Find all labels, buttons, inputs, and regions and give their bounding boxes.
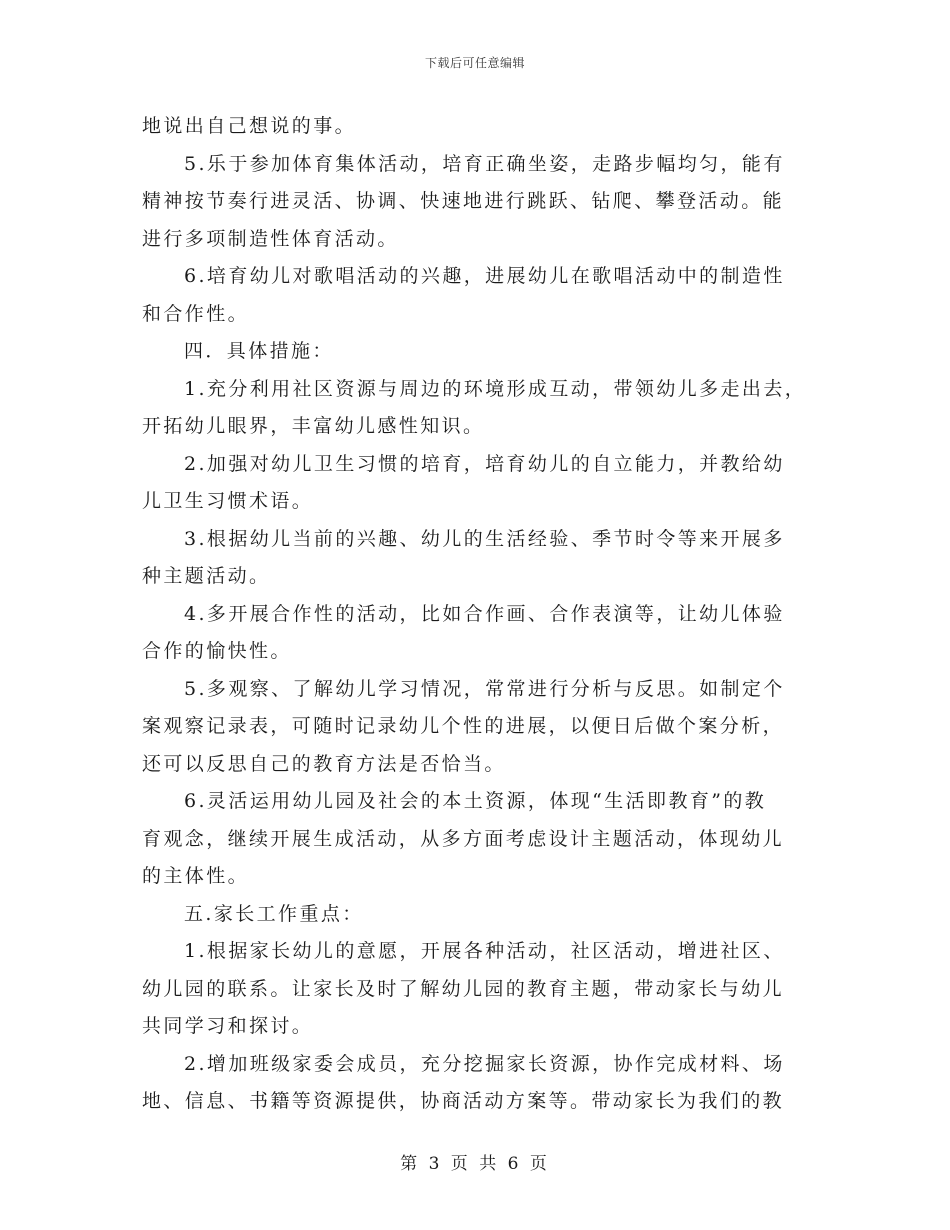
page-number: 第 3 页 共 6 页 (400, 1154, 550, 1174)
text-line-25: 共同学习和探讨。 (142, 1015, 314, 1037)
document-body (142, 108, 807, 1121)
text-line-26: 2.增加班级家委会成员，充分挖掘家长资源，协作完成材料、场 (184, 1052, 785, 1075)
text-line-2: 5.乐于参加体育集体活动，培育正确坐姿，走路步幅均匀，能有 (184, 152, 785, 175)
section-heading-parents: 五.家长工作重点： (184, 902, 364, 925)
text-line-5: 6.培育幼儿对歌唱活动的兴趣，进展幼儿在歌唱活动中的制造性 (184, 265, 785, 287)
text-line-15: 合作的愉快性。 (142, 640, 292, 662)
text-line-17: 案观察记录表，可随时记录幼儿个性的进展，以便日后做个案分析， (142, 715, 785, 737)
text-line-19: 6.灵活运用幼儿园及社会的本土资源，体现“生活即教育”的教 (184, 790, 767, 812)
text-line-20: 育观念，继续开展生成活动，从多方面考虑设计主题活动，体现幼儿 (142, 827, 785, 850)
text-line-6: 和合作性。 (142, 302, 250, 325)
text-line-23: 1.根据家长幼儿的意愿，开展各种活动，社区活动，增进社区、 (184, 940, 785, 962)
text-line-12: 3.根据幼儿当前的兴趣、幼儿的生活经验、季节时令等来开展多 (184, 527, 785, 550)
text-line-11: 儿卫生习惯术语。 (142, 490, 314, 512)
text-line-18: 还可以反思自己的教育方法是否恰当。 (142, 752, 506, 775)
text-line-21: 的主体性。 (142, 865, 250, 887)
text-line-16: 5.多观察、了解幼儿学习情况，常常进行分析与反思。如制定个 (184, 677, 785, 700)
text-line-3: 精神按节奏行进灵活、协调、快速地进行跳跃、钻爬、攀登活动。能 (142, 190, 785, 212)
text-line-4: 进行多项制造性体育活动。 (142, 227, 399, 250)
text-line-14: 4.多开展合作性的活动，比如合作画、合作表演等，让幼儿体验 (184, 602, 785, 625)
text-line-1: 地说出自己想说的事。 (142, 115, 357, 137)
page-header: 下载后可任意编辑 (424, 56, 525, 70)
text-line-10: 2.加强对幼儿卫生习惯的培育，培育幼儿的自立能力，并教给幼 (184, 452, 785, 475)
text-line-8: 1.充分利用社区资源与周边的环境形成互动，带领幼儿多走出去， (184, 377, 807, 400)
text-line-24: 幼儿园的联系。让家长及时了解幼儿园的教育主题，带动家长与幼儿 (142, 977, 785, 1000)
text-line-13: 种主题活动。 (142, 565, 271, 587)
text-line-27: 地、信息、书籍等资源提供，协商活动方案等。带动家长为我们的教 (142, 1090, 785, 1112)
text-line-9: 开拓幼儿眼界，丰富幼儿感性知识。 (142, 415, 485, 437)
section-heading-measures: 四．具体措施： (184, 340, 334, 362)
